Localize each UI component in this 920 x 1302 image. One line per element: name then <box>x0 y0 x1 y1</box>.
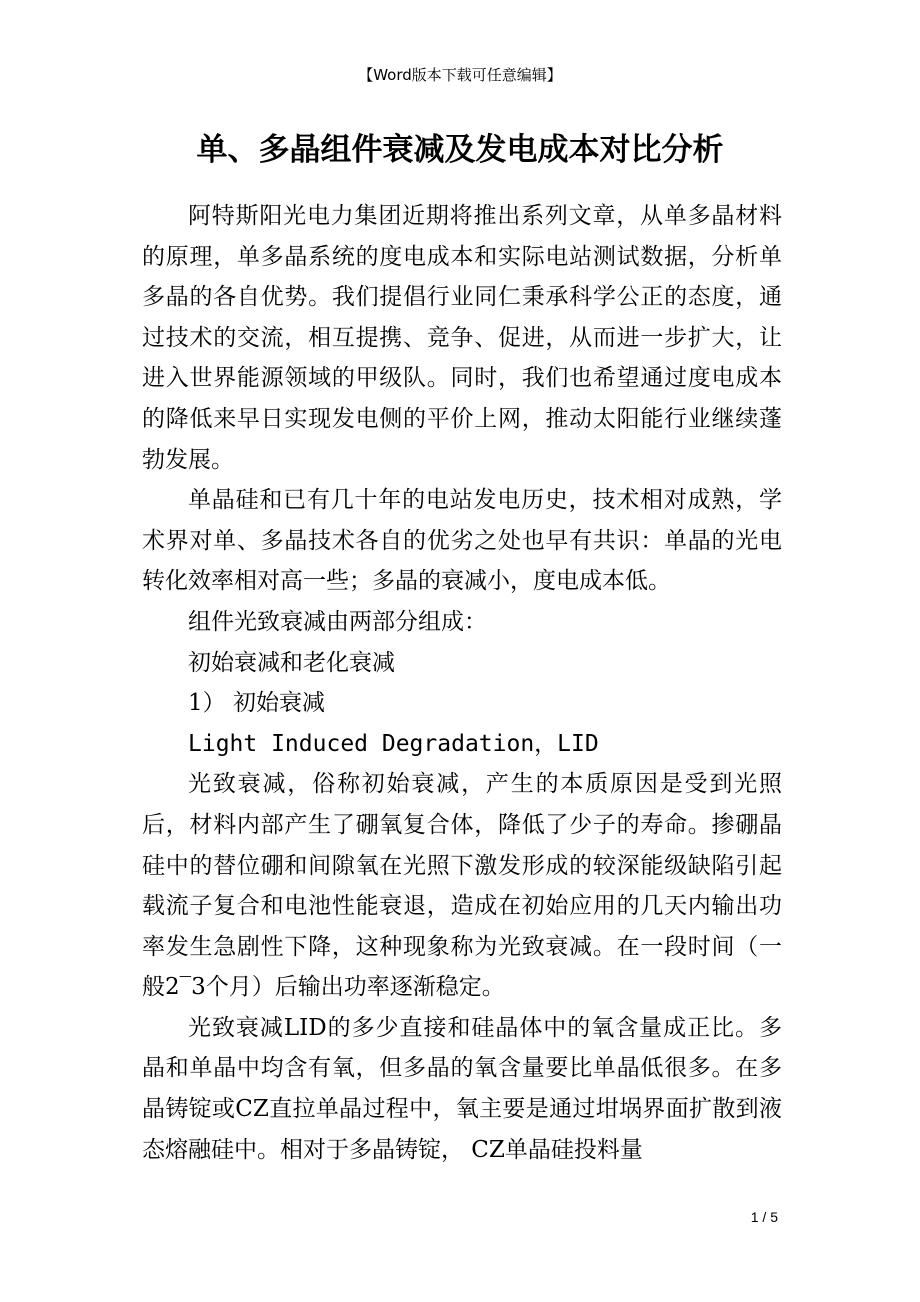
paragraph-intro: 阿特斯阳光电力集团近期将推出系列文章，从单多晶材料的原理，单多晶系统的度电成本和实际电站测试数据，分析单多晶的各自优势。我们提倡行业同仁秉承科学公正的态度，通过技术的交流，相互提携、竞争、促进，从而进一步扩大，让进入世界能源领域的甲级队。同时，我们也希望通过度电成本的降低来早日实现发电侧的平价上网，推动太阳能行业继续蓬勃发展。 <box>142 203 782 473</box>
paragraph-mono-vs-multi: 单晶硅和已有几十年的电站发电历史，技术相对成熟，学术界对单、多晶技术各自的优劣之处也早有共识：单晶的光电转化效率相对高一些；多晶的衰减小，度电成本低。 <box>142 487 782 595</box>
paragraph-lid-oxygen: 光致衰减LID的多少直接和硅晶体中的氧含量成正比。多晶和单晶中均含有氧，但多晶的氧含量要比单晶低很多。在多晶铸锭或CZ直拉单晶过程中，氧主要是通过坩埚界面扩散到液态熔融硅中。相对于多晶铸锭， CZ单晶硅投料量 <box>142 1014 782 1163</box>
section-heading-initial-degradation: 1） 初始衰减 <box>188 690 325 717</box>
page-number: 1 / 5 <box>750 1209 778 1225</box>
document-body <box>142 196 782 1170</box>
paragraph-lid-cause: 光致衰减，俗称初始衰减，产生的本质原因是受到光照后，材料内部产生了硼氧复合体，降低了少子的寿命。掺硼晶硅中的替位硼和间隙氧在光照下激发形成的较深能级缺陷引起载流子复合和电池性能衰退，造成在初始应用的几天内输出功率发生急剧性下降，这种现象称为光致衰减。在一段时间（一般2‾3个月）后输出功率逐渐稳定。 <box>142 771 782 1001</box>
page-header: 【Word版本下载可任意编辑】 <box>358 66 562 84</box>
document-title: 单、多晶组件衰减及发电成本对比分析 <box>196 132 724 168</box>
paragraph-degradation-types: 初始衰减和老化衰减 <box>188 649 395 676</box>
term-lid: Light Induced Degradation，LID <box>188 730 599 757</box>
paragraph-degradation-parts: 组件光致衰减由两部分组成： <box>188 608 487 635</box>
